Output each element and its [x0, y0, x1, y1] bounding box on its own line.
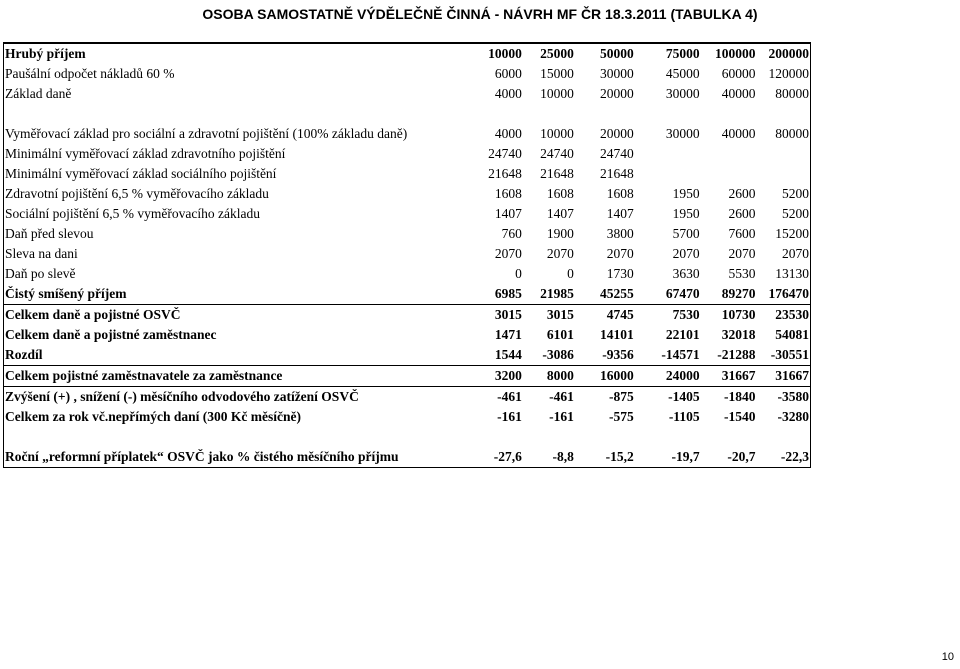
table-row — [4, 84, 811, 104]
row-label: Zvýšení (+) , snížení (-) měsíčního odvodového zatížení OSVČ — [5, 389, 359, 404]
value-cell — [757, 164, 811, 184]
document-title: OSOBA SAMOSTATNĚ VÝDĚLEČNĚ ČINNÁ - NÁVRH MF ČR 18.3.2011 (TABULKA 4) — [202, 6, 758, 22]
value-cell: 21648 — [599, 166, 634, 181]
value-cell: 2070 — [606, 246, 634, 261]
table-row — [4, 184, 811, 204]
value-cell: -22,3 — [780, 449, 809, 464]
value-cell: 24740 — [540, 146, 574, 161]
value-cell: 10000 — [488, 46, 522, 61]
value-cell: 200000 — [768, 46, 809, 61]
value-cell: -20,7 — [727, 449, 756, 464]
table-row — [4, 164, 811, 184]
table-row — [4, 264, 811, 284]
row-label: Sociální pojištění 6,5 % vyměřovacího základu — [5, 206, 260, 221]
table-row — [4, 284, 811, 305]
table-row — [4, 325, 811, 345]
value-cell: 21985 — [523, 284, 575, 305]
value-cell: 80000 — [775, 86, 809, 101]
row-label: Vyměřovací základ pro sociální a zdravotní pojištění (100% základu daně) — [5, 126, 408, 141]
row-label: Sleva na dani — [5, 246, 78, 261]
value-cell: 22101 — [665, 327, 700, 342]
value-cell: 1730 — [606, 266, 634, 281]
table-row — [4, 387, 811, 408]
value-cell — [635, 144, 701, 164]
value-cell: -30551 — [757, 345, 811, 366]
value-cell: 1608 — [606, 186, 634, 201]
table-row — [4, 427, 811, 468]
row-label: Daň před slevou — [5, 226, 94, 241]
value-cell: 31667 — [701, 366, 757, 387]
row-label: Celkem pojistné zaměstnavatele za zaměstnance — [4, 366, 444, 387]
value-cell: 67470 — [635, 284, 701, 305]
value-cell: 1407 — [546, 206, 574, 221]
value-cell: 1900 — [546, 226, 574, 241]
value-cell: 8000 — [523, 366, 575, 387]
value-cell: 5530 — [728, 266, 756, 281]
value-cell: -1105 — [668, 409, 700, 424]
value-cell: 2070 — [546, 246, 574, 261]
value-cell: 760 — [501, 226, 522, 241]
value-cell: -3580 — [777, 389, 809, 404]
table-row — [4, 224, 811, 244]
value-cell: 2070 — [728, 246, 756, 261]
value-cell: 100000 — [715, 46, 756, 61]
value-cell: 10730 — [721, 307, 756, 322]
table-row — [4, 64, 811, 84]
value-cell: -1405 — [668, 389, 700, 404]
value-cell: 15200 — [775, 226, 809, 241]
value-cell: 1407 — [494, 206, 522, 221]
value-cell: -21288 — [701, 345, 757, 366]
value-cell: 2070 — [672, 246, 700, 261]
value-cell: -1840 — [724, 389, 756, 404]
value-cell: 20000 — [599, 86, 634, 101]
value-cell: 45000 — [665, 66, 700, 81]
value-cell: -27,6 — [493, 449, 522, 464]
value-cell: 1471 — [494, 327, 522, 342]
value-cell: 7600 — [728, 226, 756, 241]
table-row — [4, 244, 811, 264]
table-row — [4, 43, 811, 64]
row-label: Hrubý příjem — [5, 46, 86, 61]
value-cell: 80000 — [775, 126, 809, 141]
value-cell: -1540 — [724, 409, 756, 424]
value-cell: 1407 — [606, 206, 634, 221]
value-cell: 60000 — [721, 66, 756, 81]
row-label: Celkem za rok vč.nepřímých daní (300 Kč měsíčně) — [5, 409, 301, 424]
value-cell: 1608 — [494, 186, 522, 201]
value-cell: 3015 — [546, 307, 574, 322]
value-cell: 16000 — [575, 366, 635, 387]
data-table — [3, 42, 811, 468]
value-cell: 21648 — [488, 166, 522, 181]
row-label: Celkem daně a pojistné OSVČ — [5, 307, 181, 322]
value-cell: -9356 — [575, 345, 635, 366]
table-row — [4, 305, 811, 326]
row-label: Celkem daně a pojistné zaměstnanec — [5, 327, 217, 342]
value-cell: 7530 — [672, 307, 700, 322]
value-cell: 2070 — [494, 246, 522, 261]
row-label: Roční „reformní příplatek“ OSVČ jako % čistého měsíčního příjmu — [5, 449, 399, 464]
value-cell: -15,2 — [605, 449, 634, 464]
value-cell: 176470 — [757, 284, 811, 305]
value-cell: 1608 — [546, 186, 574, 201]
value-cell: -3280 — [777, 409, 809, 424]
value-cell — [701, 144, 757, 164]
table-row — [4, 204, 811, 224]
value-cell: 6000 — [494, 66, 522, 81]
row-label: Rozdíl — [4, 345, 444, 366]
value-cell: 15000 — [540, 66, 574, 81]
value-cell: 89270 — [701, 284, 757, 305]
value-cell: 25000 — [540, 46, 574, 61]
value-cell: -875 — [608, 389, 634, 404]
table-row — [4, 366, 811, 387]
value-cell: 6985 — [443, 284, 523, 305]
row-label: Čistý smíšený příjem — [4, 284, 444, 305]
value-cell — [701, 164, 757, 184]
row-label: Minimální vyměřovací základ sociálního pojištění — [5, 166, 277, 181]
value-cell: 40000 — [721, 126, 756, 141]
value-cell: 23530 — [775, 307, 809, 322]
value-cell: 30000 — [599, 66, 634, 81]
value-cell: 24740 — [488, 146, 522, 161]
table-row — [4, 345, 811, 366]
row-label: Minimální vyměřovací základ zdravotního pojištění — [5, 146, 286, 161]
value-cell: -161 — [497, 409, 522, 424]
value-cell: 31667 — [757, 366, 811, 387]
value-cell: 13130 — [775, 266, 809, 281]
value-cell: 4000 — [494, 86, 522, 101]
value-cell: 0 — [567, 266, 574, 281]
value-cell: 2600 — [728, 186, 756, 201]
value-cell: 21648 — [540, 166, 574, 181]
row-label: Základ daně — [5, 86, 72, 101]
value-cell: 1544 — [443, 345, 523, 366]
value-cell: 5200 — [782, 206, 809, 221]
value-cell: -3086 — [523, 345, 575, 366]
value-cell: -575 — [608, 409, 634, 424]
value-cell: 5700 — [672, 226, 700, 241]
value-cell: 32018 — [721, 327, 756, 342]
value-cell: 1950 — [672, 206, 700, 221]
value-cell: 2600 — [728, 206, 756, 221]
value-cell: 10000 — [540, 86, 574, 101]
value-cell: 3015 — [494, 307, 522, 322]
table-row — [4, 104, 811, 144]
row-label: Daň po slevě — [5, 266, 76, 281]
page-number: 10 — [941, 651, 954, 663]
row-label: Zdravotní pojištění 6,5 % vyměřovacího základu — [5, 186, 269, 201]
value-cell: 14101 — [599, 327, 634, 342]
value-cell: 45255 — [575, 284, 635, 305]
table-row — [4, 407, 811, 427]
value-cell: 20000 — [599, 126, 634, 141]
value-cell: -461 — [497, 389, 522, 404]
value-cell: 2070 — [782, 246, 809, 261]
value-cell: 30000 — [665, 126, 700, 141]
value-cell: 4745 — [606, 307, 634, 322]
value-cell — [635, 164, 701, 184]
value-cell: -14571 — [635, 345, 701, 366]
value-cell: -461 — [549, 389, 574, 404]
table-row — [4, 144, 811, 164]
value-cell: 54081 — [775, 327, 809, 342]
value-cell — [757, 144, 811, 164]
row-label: Paušální odpočet nákladů 60 % — [5, 66, 175, 81]
value-cell: -8,8 — [552, 449, 574, 464]
value-cell: 3800 — [606, 226, 634, 241]
value-cell: 30000 — [665, 86, 700, 101]
value-cell: -19,7 — [671, 449, 700, 464]
value-cell: -161 — [549, 409, 574, 424]
value-cell: 24740 — [599, 146, 634, 161]
value-cell: 24000 — [635, 366, 701, 387]
value-cell: 10000 — [540, 126, 574, 141]
value-cell: 50000 — [599, 46, 634, 61]
value-cell: 0 — [515, 266, 522, 281]
value-cell: 3630 — [672, 266, 700, 281]
value-cell: 120000 — [768, 66, 809, 81]
value-cell: 6101 — [546, 327, 574, 342]
value-cell: 40000 — [721, 86, 756, 101]
value-cell: 75000 — [665, 46, 700, 61]
value-cell: 4000 — [494, 126, 522, 141]
value-cell: 1950 — [672, 186, 700, 201]
value-cell: 5200 — [782, 186, 809, 201]
value-cell: 3200 — [443, 366, 523, 387]
